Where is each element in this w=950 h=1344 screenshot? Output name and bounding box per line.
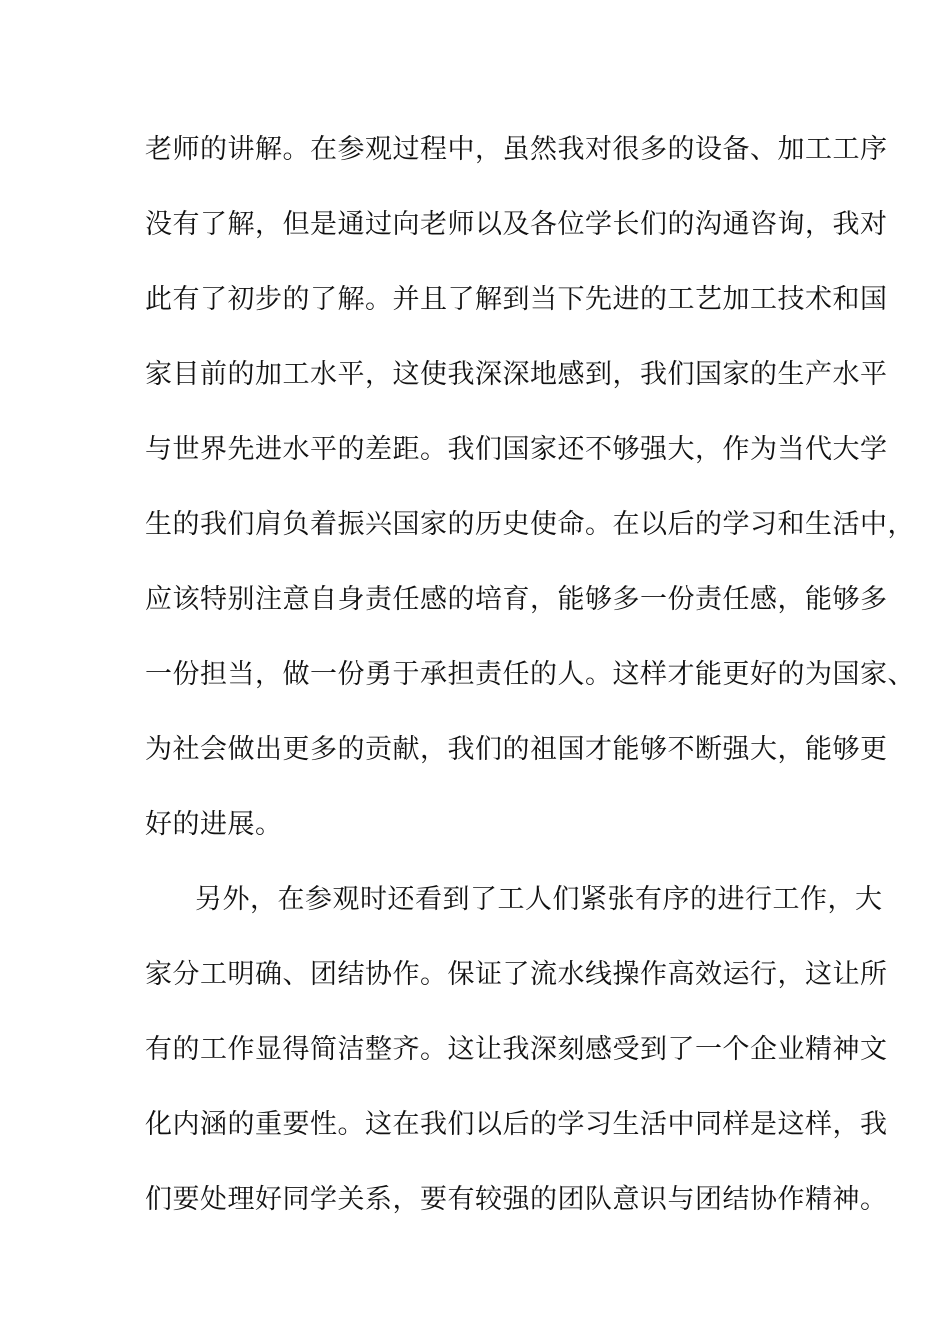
body-text	[145, 130, 915, 1255]
paragraph-line: 为社会做出更多的贡献，我们的祖国才能够不断强大，能够更	[145, 734, 888, 765]
paragraph-line: 家目前的加工水平，这使我深深地感到，我们国家的生产水平	[145, 359, 888, 390]
paragraph-line: 没有了解，但是通过向老师以及各位学长们的沟通咨询，我对	[145, 209, 888, 240]
paragraph-line: 有的工作显得简洁整齐。这让我深刻感受到了一个企业精神文	[145, 1034, 888, 1065]
paragraph-line: 老师的讲解。在参观过程中，虽然我对很多的设备、加工工序	[145, 134, 888, 165]
paragraph-line: 们要处理好同学关系，要有较强的团队意识与团结协作精神。	[145, 1184, 888, 1215]
paragraph-line: 与世界先进水平的差距。我们国家还不够强大，作为当代大学	[145, 434, 888, 465]
paragraph-line: 化内涵的重要性。这在我们以后的学习生活中同样是这样，我	[145, 1109, 888, 1140]
paragraph-line: 此有了初步的了解。并且了解到当下先进的工艺加工技术和国	[145, 284, 888, 315]
paragraph-line: 一份担当，做一份勇于承担责任的人。这样才能更好的为国家、	[145, 659, 915, 690]
paragraph-first-line: 另外，在参观时还看到了工人们紧张有序的进行工作，大	[195, 884, 883, 915]
paragraph-line: 应该特别注意自身责任感的培育，能够多一份责任感，能够多	[145, 584, 888, 615]
paragraph-line: 生的我们肩负着振兴国家的历史使命。在以后的学习和生活中，	[145, 509, 915, 540]
paragraph-line: 家分工明确、团结协作。保证了流水线操作高效运行，这让所	[145, 959, 888, 990]
paragraph-line: 好的进展。	[145, 809, 283, 840]
